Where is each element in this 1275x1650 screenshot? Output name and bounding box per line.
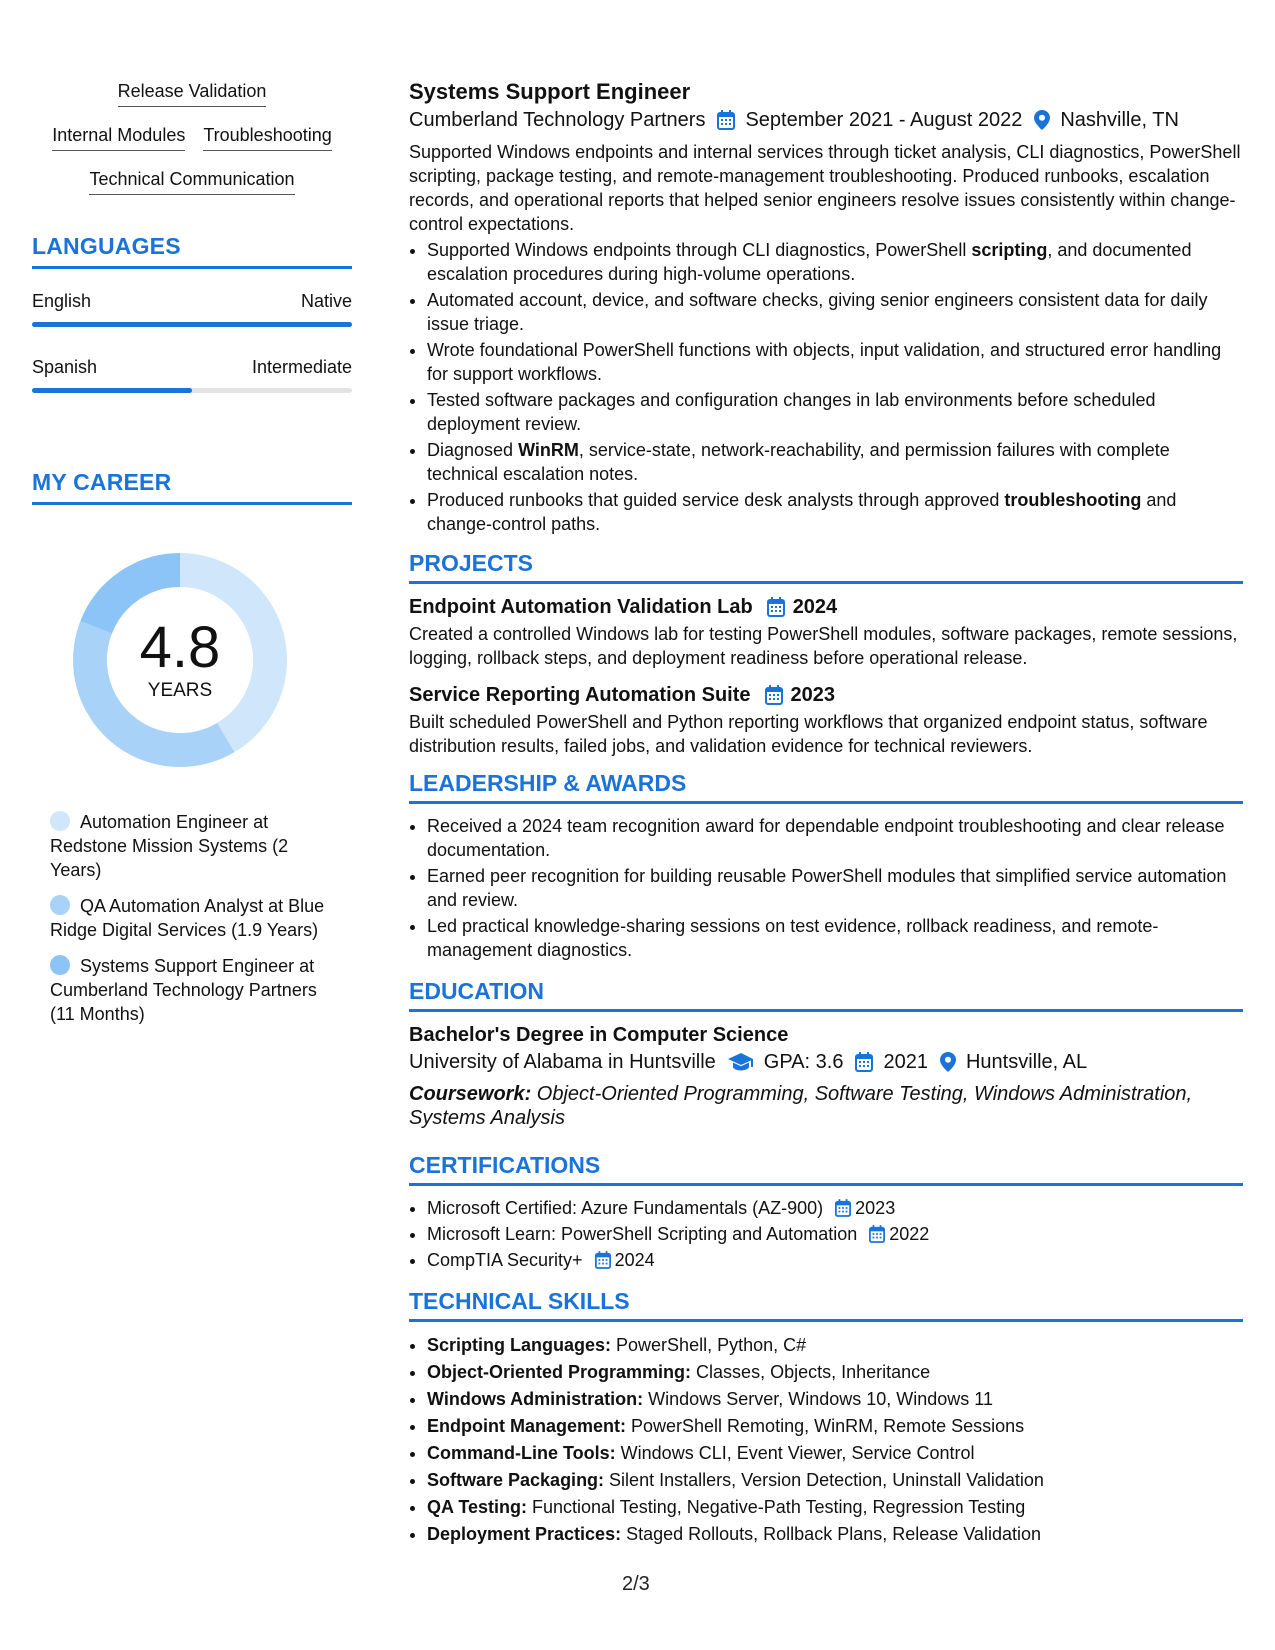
career-item [50,894,330,942]
graduation-year: 2021 [883,1051,928,1073]
projects-heading: PROJECTS [409,550,1243,584]
list-item: • Deployment Practices: Staged Rollouts, Rollback Plans, Release Validation [427,1521,1243,1548]
list-item: • Endpoint Management: PowerShell Remoting, WinRM, Remote Sessions [427,1413,1243,1440]
list-item: • QA Testing: Functional Testing, Negative-Path Testing, Regression Testing [427,1494,1243,1521]
calendar-icon [717,110,735,130]
skill-tag: Release Validation [118,80,267,107]
skill-tags [32,80,352,195]
calendar-icon [869,1225,885,1243]
career-item-text: Automation Engineer at Redstone Mission Systems (2 Years) [50,812,289,880]
list-item: • Object-Oriented Programming: Classes, Objects, Inheritance [427,1359,1243,1386]
skill-tag: Troubleshooting [203,124,331,151]
project-description: Created a controlled Windows lab for testing PowerShell modules, software packages, remote sessions, logging, rollback steps, and deployment readiness before operational release. [409,624,1238,668]
career-unit: YEARS [147,680,213,701]
list-item: • Microsoft Learn: PowerShell Scripting and Automation 2022 [427,1222,1243,1246]
career-item-text: QA Automation Analyst at Blue Ridge Digital Services (1.9 Years) [50,896,325,940]
list-item: • Led practical knowledge-sharing sessions on test evidence, rollback readiness, and remote-management diagnostics. [427,914,1243,962]
list-item: • Received a 2024 team recognition award for dependable endpoint troubleshooting and clear release documentation. [427,814,1243,862]
education-location: Huntsville, AL [965,1051,1088,1073]
language-bar [32,322,352,327]
skill-tag: Technical Communication [89,168,294,195]
list-item: • Earned peer recognition for building reusable PowerShell modules that simplified service automation and review. [427,864,1243,912]
sidebar [32,80,352,1038]
languages-heading: LANGUAGES [32,233,352,269]
legend-dot [50,895,70,915]
list-item: • Software Packaging: Silent Installers, Version Detection, Uninstall Validation [427,1467,1243,1494]
list-item: • Produced runbooks that guided service desk analysts through approved troubleshooting and change-control paths. [427,488,1243,536]
language-english [32,291,352,327]
page-number: 2/3 [622,1573,650,1595]
technical-skills-heading: TECHNICAL SKILLS [409,1288,1243,1322]
career-donut-chart [65,545,295,775]
career-item [50,810,330,882]
language-name: English [32,291,92,311]
gpa: GPA: 3.6 [763,1051,844,1073]
job-meta [409,106,1243,134]
list-item: • Command-Line Tools: Windows CLI, Event Viewer, Service Control [427,1440,1243,1467]
language-bar-fill [32,322,352,327]
project-year: 2024 [792,596,838,618]
list-item: • Windows Administration: Windows Server, Windows 10, Windows 11 [427,1386,1243,1413]
legend-dot [50,955,70,975]
school-name: University of Alabama in Huntsville [409,1051,716,1073]
list-item: • Microsoft Certified: Azure Fundamentals (AZ-900) 2023 [427,1196,1243,1220]
map-pin-icon [940,1052,956,1072]
job-summary: Supported Windows endpoints and internal services through ticket analysis, CLI diagnostics, PowerShell scripting, package testing, and remote-management troubleshooting. Produced runbooks, escalation records, and operational reports that helped senior engineers resolve issues consistently within change-control expectations. [409,142,1241,234]
career-list [32,810,352,1026]
calendar-icon [765,685,783,705]
career-item-text: Systems Support Engineer at Cumberland Technology Partners (11 Months) [50,956,317,1024]
certifications-list [409,1196,1243,1272]
career-heading: MY CAREER [32,469,352,505]
language-name: Spanish [32,357,98,377]
legend-dot [50,811,70,831]
calendar-icon [835,1199,851,1217]
career-total: 4.8 [139,615,221,680]
career-item [50,954,330,1026]
list-item: • Wrote foundational PowerShell functions with objects, input validation, and structured error handling for support workflows. [427,338,1243,386]
map-pin-icon [1034,110,1050,130]
language-bar [32,388,352,393]
job-dates: September 2021 - August 2022 [745,109,1023,131]
calendar-icon [595,1251,611,1269]
leadership-list [409,814,1243,962]
project-description: Built scheduled PowerShell and Python reporting workflows that organized endpoint status, software distribution results, failed jobs, and validation evidence for technical reviewers. [409,712,1208,756]
job-title: Systems Support Engineer [409,79,691,104]
language-bar-fill [32,388,192,393]
education-meta [409,1048,1243,1076]
graduation-cap-icon [728,1053,754,1071]
list-item: • Tested software packages and configuration changes in lab environments before scheduled deployment review. [427,388,1243,436]
certifications-heading: CERTIFICATIONS [409,1152,1243,1186]
list-item: • CompTIA Security+ 2024 [427,1248,1243,1272]
technical-skills-list [409,1332,1243,1548]
list-item: • Diagnosed WinRM, service-state, network-reachability, and permission failures with complete technical escalation notes. [427,438,1243,486]
coursework: Coursework: Object-Oriented Programming, Software Testing, Windows Administration, Systems Analysis [409,1083,1193,1129]
language-spanish [32,357,352,393]
project-title: Endpoint Automation Validation Lab 2024 [409,596,838,618]
language-level: Native [300,291,352,311]
language-level: Intermediate [251,357,352,377]
education-heading: EDUCATION [409,978,1243,1012]
project-year: 2023 [790,684,836,706]
list-item: • Supported Windows endpoints through CLI diagnostics, PowerShell scripting, and documented escalation procedures during high-volume operations. [427,238,1243,286]
project-title: Service Reporting Automation Suite 2023 [409,684,836,706]
job-bullets [409,238,1243,536]
list-item: • Automated account, device, and software checks, giving senior engineers consistent data for daily issue triage. [427,288,1243,336]
calendar-icon [767,597,785,617]
skill-tag: Internal Modules [52,124,185,151]
degree-title: Bachelor's Degree in Computer Science [409,1024,789,1046]
company-name: Cumberland Technology Partners [409,109,706,131]
main-content [409,78,1243,1548]
list-item: • Scripting Languages: PowerShell, Python, C# [427,1332,1243,1359]
leadership-heading: LEADERSHIP & AWARDS [409,770,1243,804]
job-location: Nashville, TN [1060,109,1179,131]
calendar-icon [855,1052,873,1072]
